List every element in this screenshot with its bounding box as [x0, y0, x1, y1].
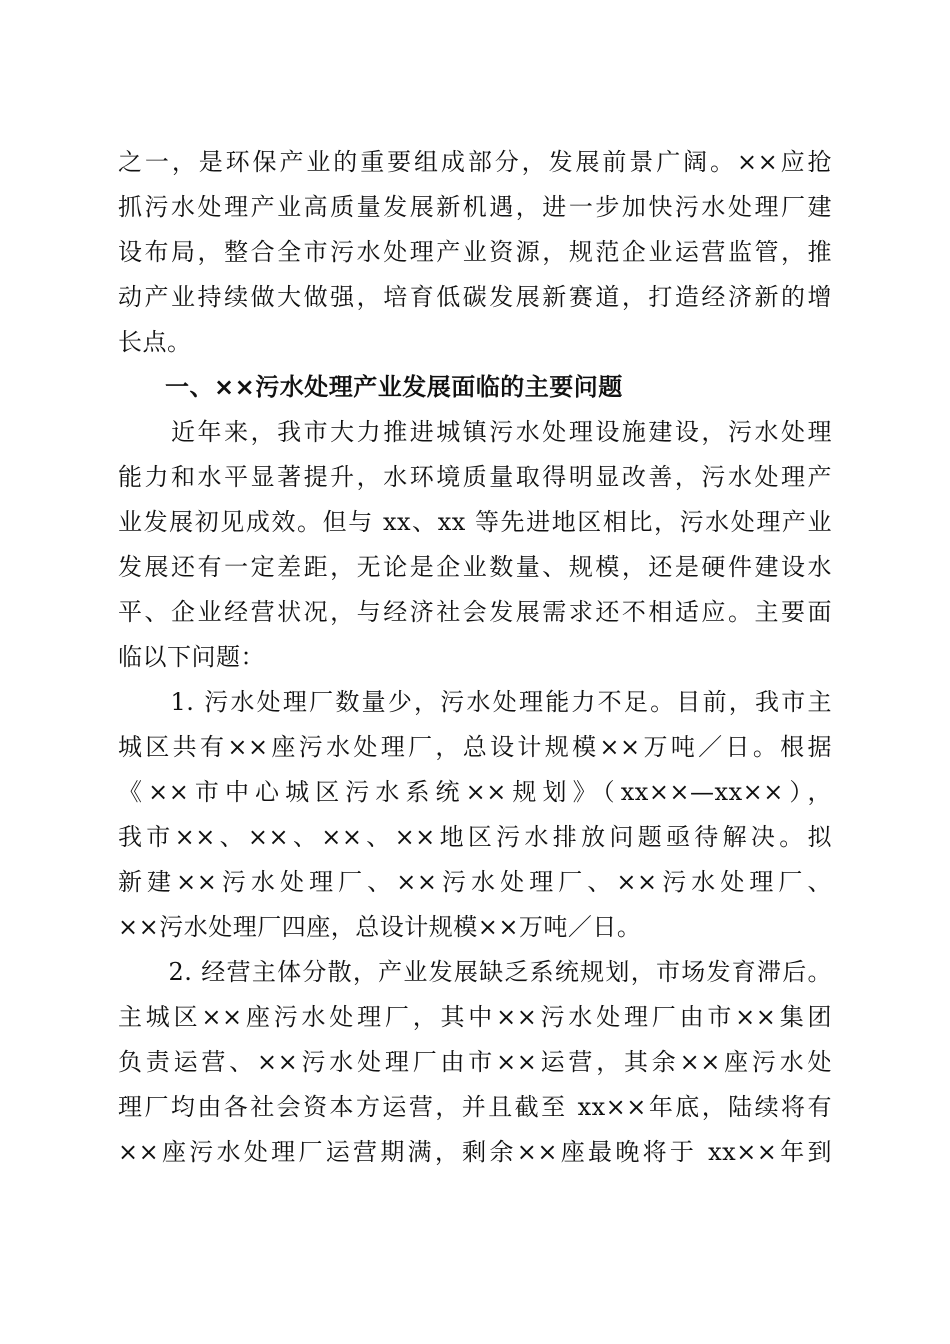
intro-line-2: 抓污水处理产业高质量发展新机遇，进一步加快污水处理厂建 — [118, 193, 832, 221]
item-2-line-4: 理厂均由各社会资本方运营，并且截至 xx××年底，陆续将有 — [118, 1093, 832, 1121]
intro-line-4: 动产业持续做大做强，培育低碳发展新赛道，打造经济新的增 — [118, 283, 832, 311]
intro-line-5: 长点。 — [118, 328, 192, 356]
para-line-2: 能力和水平显著提升，水环境质量取得明显改善，污水处理产 — [118, 463, 832, 491]
para-line-3: 业发展初见成效。但与 xx、xx 等先进地区相比，污水处理产业 — [118, 508, 832, 536]
item-1-line-1: 1. 污水处理厂数量少，污水处理能力不足。目前，我市主 — [118, 688, 832, 716]
section-heading: 一、××污水处理产业发展面临的主要问题 — [165, 373, 623, 401]
item-1-line-5: 新建××污水处理厂、××污水处理厂、××污水处理厂、 — [118, 868, 832, 896]
item-2-line-5: ××座污水处理厂运营期满，剩余××座最晚将于 xx××年到 — [118, 1138, 832, 1166]
item-1-line-6: ××污水处理厂四座，总设计规模××万吨／日。 — [118, 913, 642, 941]
item-1-line-2: 城区共有××座污水处理厂，总设计规模××万吨／日。根据 — [118, 733, 832, 761]
para-line-6: 临以下问题： — [118, 643, 265, 671]
intro-line-3: 设布局，整合全市污水处理产业资源，规范企业运营监管，推 — [118, 238, 832, 266]
item-1-line-3: 《××市中心城区污水系统××规划》（xx××—xx××）， — [118, 778, 832, 806]
para-line-1: 近年来，我市大力推进城镇污水处理设施建设，污水处理 — [118, 418, 832, 446]
item-1-line-4: 我市××、××、××、××地区污水排放问题亟待解决。拟 — [118, 823, 832, 851]
intro-line-1: 之一，是环保产业的重要组成部分，发展前景广阔。××应抢 — [118, 148, 832, 176]
para-line-5: 平、企业经营状况，与经济社会发展需求还不相适应。主要面 — [118, 598, 832, 626]
item-2-line-2: 主城区××座污水处理厂，其中××污水处理厂由市××集团 — [118, 1003, 832, 1031]
item-2-line-1: 2. 经营主体分散，产业发展缺乏系统规划，市场发育滞后。 — [118, 958, 832, 986]
item-2-line-3: 负责运营、××污水处理厂由市××运营，其余××座污水处 — [118, 1048, 832, 1076]
para-line-4: 发展还有一定差距，无论是企业数量、规模，还是硬件建设水 — [118, 553, 832, 581]
